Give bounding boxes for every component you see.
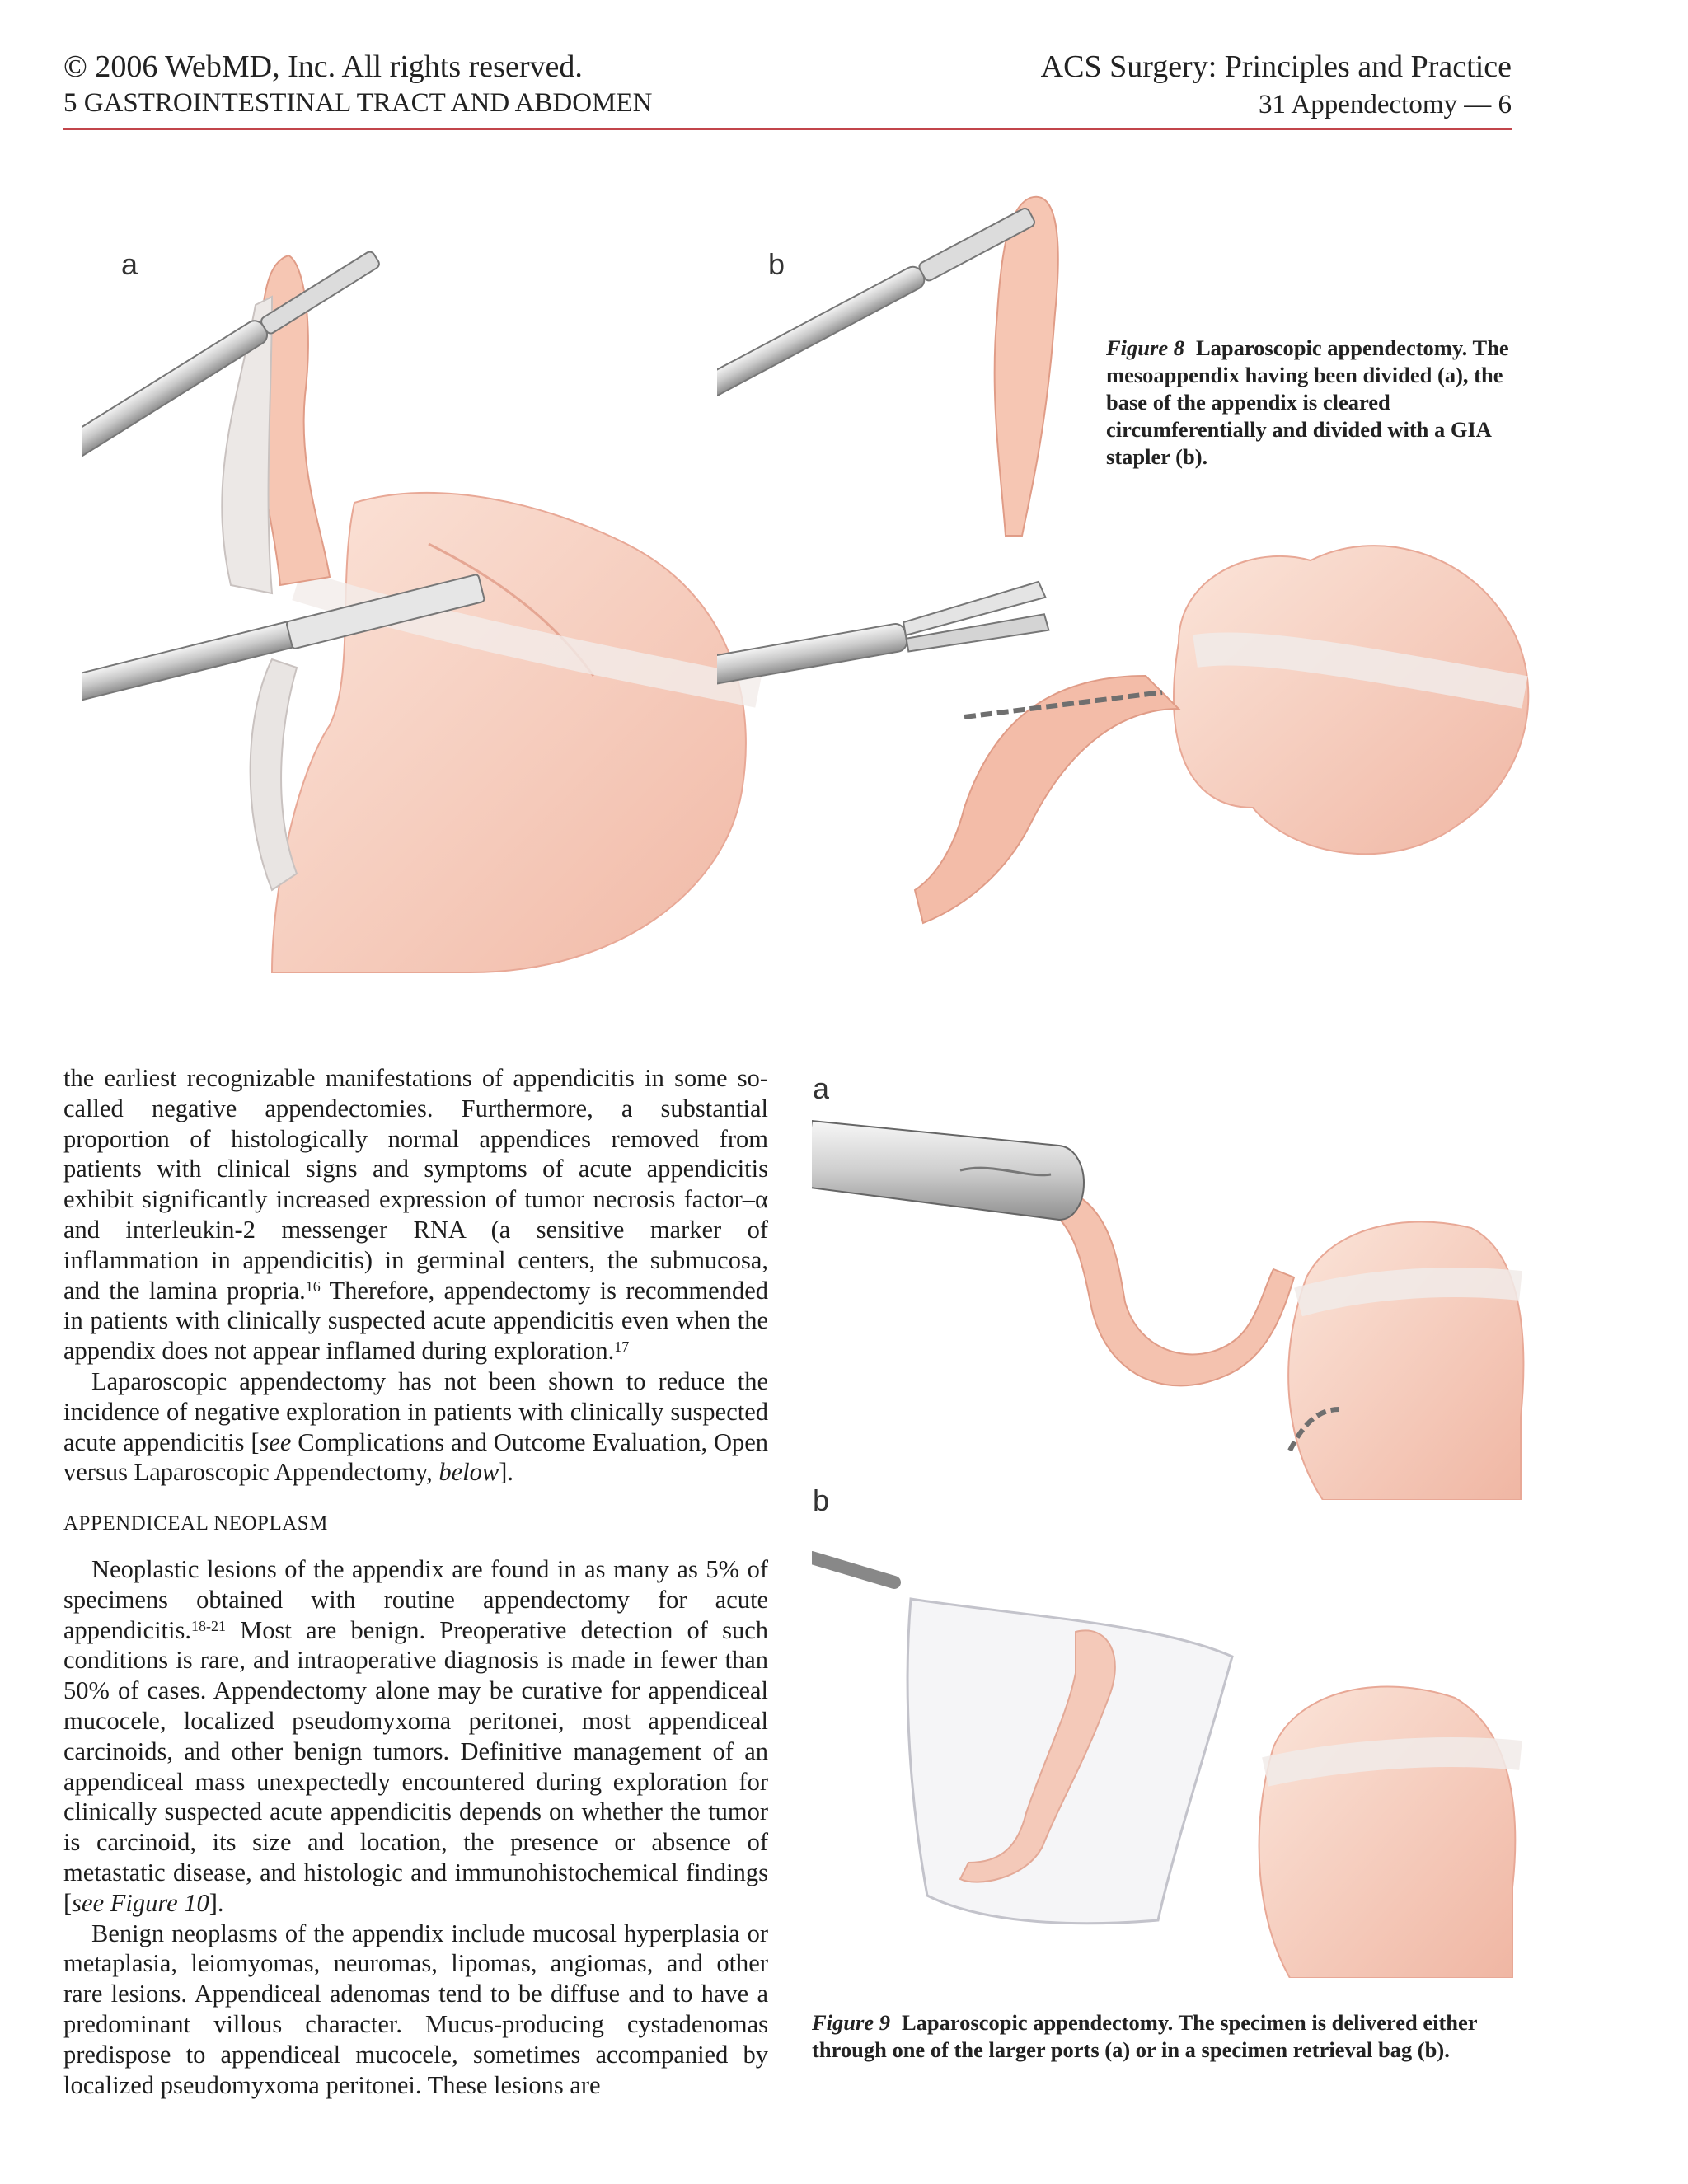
reference-18-21: 18-21 (191, 1617, 227, 1634)
figure-8-caption-text: Laparoscopic appendectomy. The mesoappendix having been divided (a), the base of the appendix is cleared circumferentially and divided with a GIA stapler (b). (1106, 335, 1509, 469)
figure-8-caption (1106, 335, 1510, 471)
reference-16: 16 (305, 1277, 321, 1295)
figure-8-panel-a-label: a (121, 247, 138, 281)
figure-9a-illustration (812, 1088, 1529, 1500)
paragraph-3-text-a: Neoplastic lesions of the appendix are found in as many as 5% of specimens obtained with routine appendectomy for acute appendicitis. (63, 1554, 768, 1644)
paragraph-2-below: below (438, 1458, 499, 1487)
figure-8-number: Figure 8 (1106, 335, 1184, 360)
reference-17: 17 (614, 1338, 630, 1356)
figure-8-panel-b-label: b (768, 247, 785, 281)
figure-9-number: Figure 9 (812, 2010, 890, 2035)
paragraph-4: Benign neoplasms of the appendix include mucosal hyperplasia or metaplasia, leiomyomas, neuromas, lipomas, angiomas, and other rare lesions. Appendiceal adenomas tend to be diffuse and to have a predominant villous character. Mucus-producing cystadenomas predispose to appendiceal mucocele, sometimes accompanied by localized pseudomyxoma peritonei. These lesions are (63, 1919, 768, 2099)
figure-8b-illustration (717, 181, 1541, 972)
paragraph-1-text-a: the earliest recognizable manifestations of appendicitis in some so-called negative appendectomies. Furthermore, a substantial proportion of histologically normal appendices removed from patients with clinical signs and symptoms of acute appendicitis exhibit significantly increased expression of tumor necrosis factor–α and interleukin-2 messenger RNA (a sensitive marker of inflammation in appendicitis) in germinal centers, the submucosa, and the lamina propria. (63, 1064, 768, 1305)
paragraph-2-text-c: ]. (499, 1458, 514, 1487)
paragraph-3-text-c: ]. (209, 1888, 224, 1917)
section-title: 5 GASTROINTESTINAL TRACT AND ABDOMEN (63, 88, 653, 118)
copyright-line: © 2006 WebMD, Inc. All rights reserved. (63, 49, 583, 84)
figure-9-caption (812, 2009, 1512, 2064)
figure-8a-illustration (82, 231, 775, 989)
paragraph-3 (63, 1554, 768, 1919)
paragraph-2 (63, 1366, 768, 1488)
paragraph-1 (63, 1063, 768, 1366)
book-title: ACS Surgery: Principles and Practice (1040, 49, 1512, 84)
paragraph-3-see-figure: see Figure 10 (72, 1888, 209, 1917)
figure-9-caption-text: Laparoscopic appendectomy. The specimen is delivered either through one of the larger ports (a) or in a specimen retrieval bag (b). (812, 2010, 1478, 2062)
paragraph-1-text-b: Therefore, appendectomy is recommended in patients with clinically suspected acute appendicitis even when the appendix does not appear inflamed during exploration. (63, 1276, 769, 1366)
figure-9b-illustration (812, 1533, 1529, 1978)
section-heading: APPENDICEAL NEOPLASM (63, 1512, 328, 1535)
figure-9-panel-a-label: a (813, 1071, 830, 1105)
body-text-column (63, 1063, 768, 2100)
paragraph-2-see: see (259, 1427, 292, 1456)
paragraph-2-text-a: Laparoscopic appendectomy has not been shown to reduce the incidence of negative exploration in patients with clinically suspected acute appendicitis [ (63, 1366, 768, 1456)
paragraph-2-text-b: Complications and Outcome Evaluation, Open versus Laparoscopic Appendectomy, (63, 1427, 769, 1487)
header-rule (63, 128, 1512, 130)
figure-9-panel-b-label: b (813, 1483, 830, 1517)
chapter-title: 31 Appendectomy — 6 (1258, 90, 1512, 120)
paragraph-3-text-b: Most are benign. Preoperative detection of such conditions is rare, and intraoperative diagnosis is made in fewer than 50% of cases. Appendectomy alone may be curative for appendiceal mucocele, localized pseudomyxoma peritonei, most appendiceal carcinoids, and other benign tumors. Definitive management of an appendiceal mass unexpectedly encountered during exploration for clinically suspected acute appendicitis depends on whether the tumor is carcinoid, its size and location, the presence or absence of metastatic disease, and histologic and immunohistochemical findings [ (63, 1615, 768, 1917)
